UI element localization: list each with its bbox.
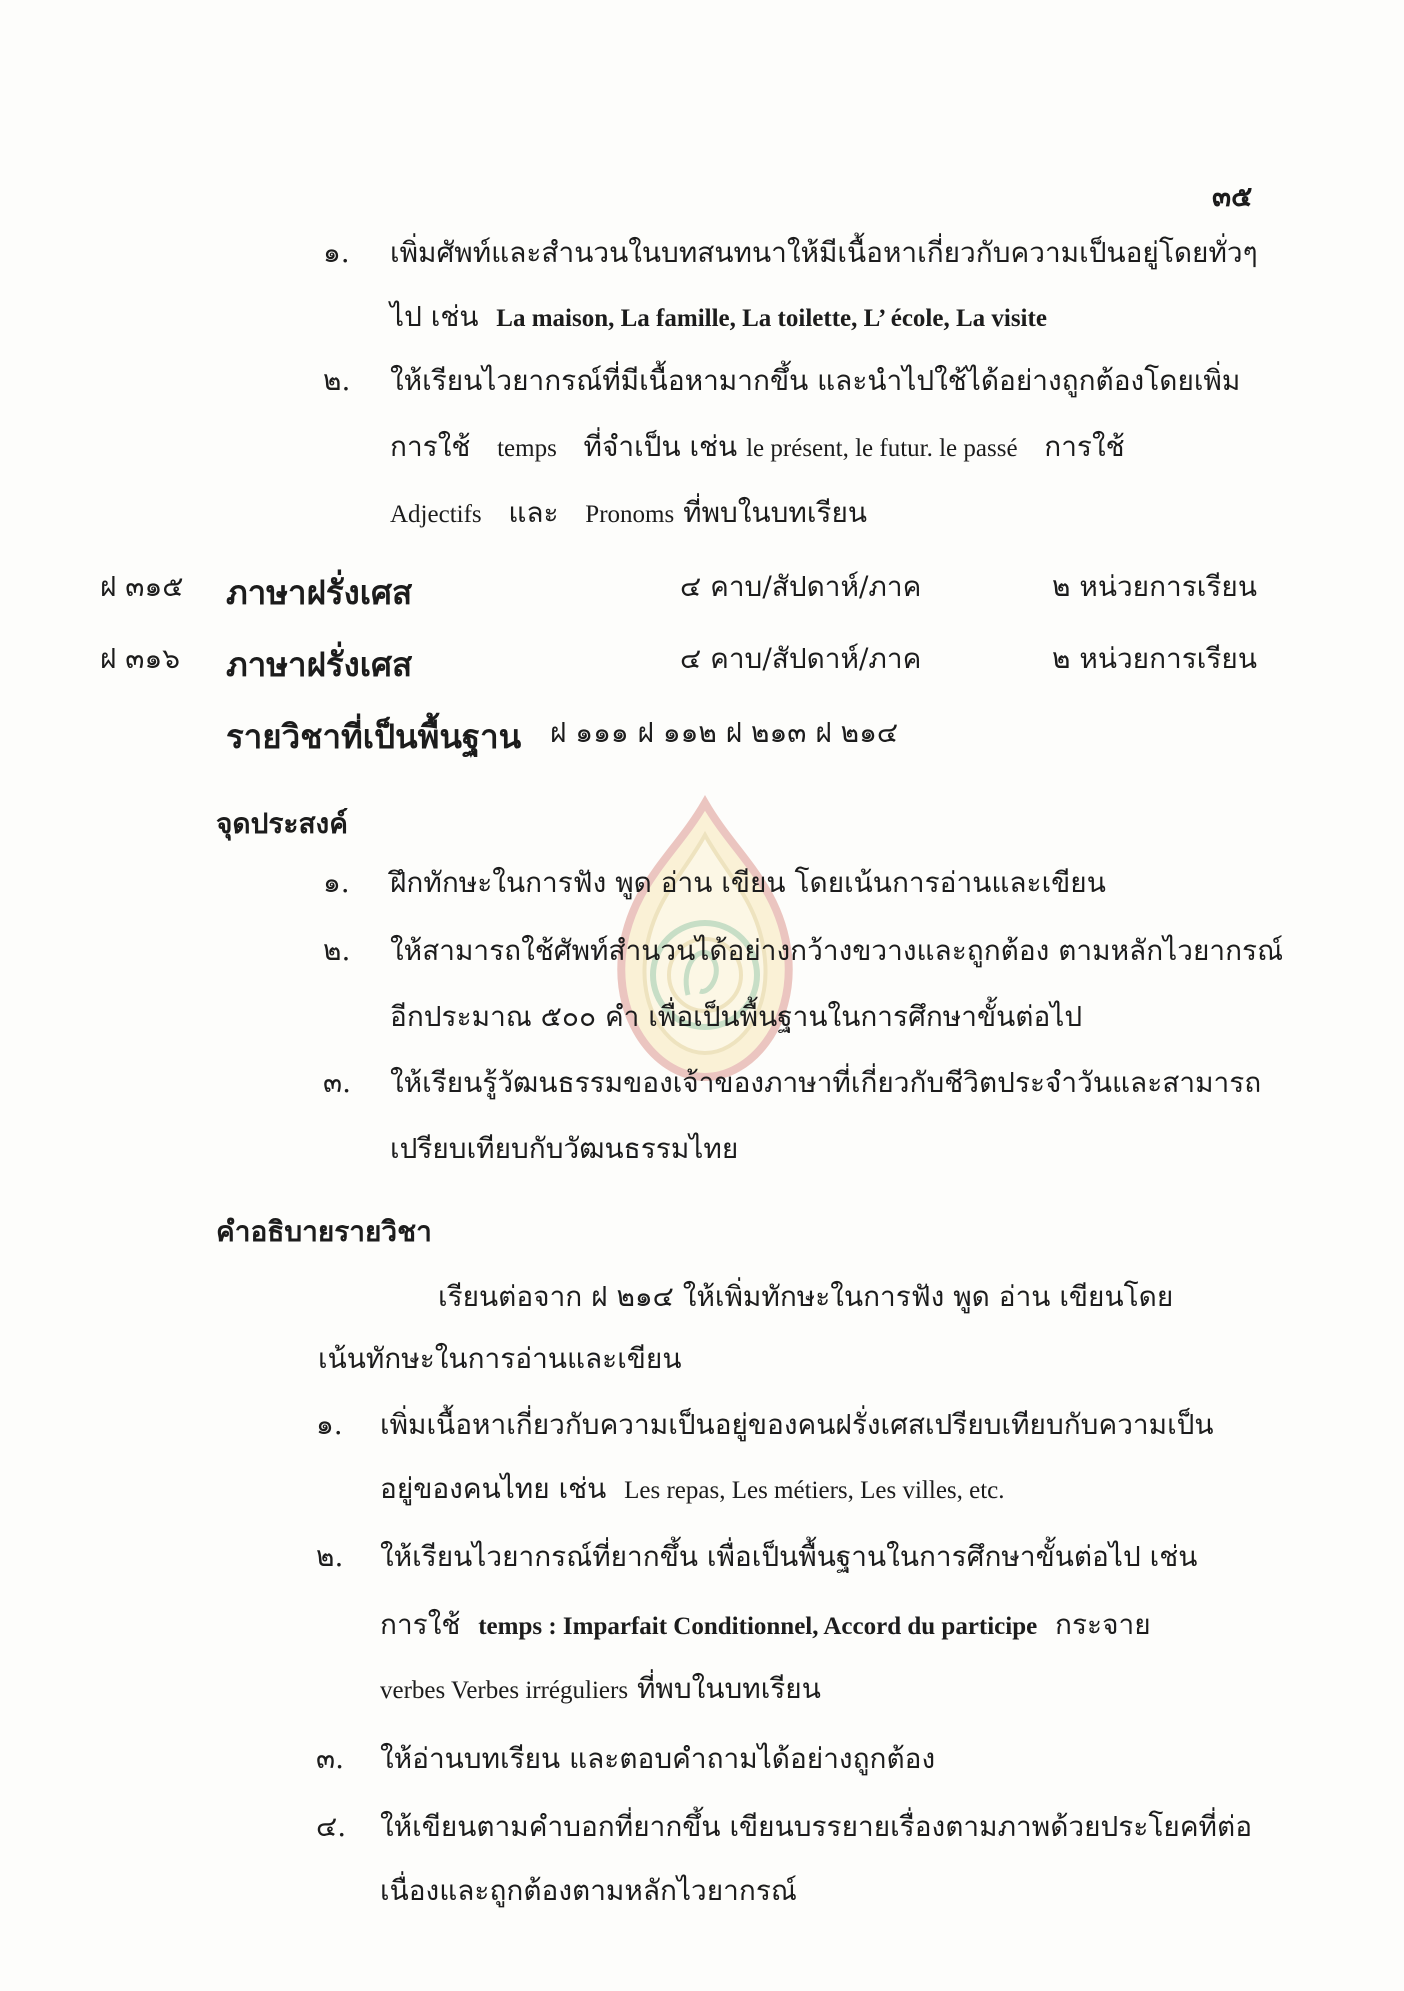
list-number: ๓. (323, 1066, 352, 1099)
item-line: ฝึกทักษะในการฟัง พูด อ่าน เขียน โดยเน้นการอ่านและเขียน (390, 866, 1106, 899)
description-intro: เน้นทักษะในการอ่านและเขียน (318, 1342, 682, 1375)
item-line: ให้เรียนไวยากรณ์ที่มีเนื้อหามากขึ้น และนำไปใช้ได้อย่างถูกต้องโดยเพิ่ม (390, 364, 1241, 397)
item-line: การใช้ temps : Imparfait Conditionnel, Accord du participe กระจาย (380, 1608, 1151, 1641)
item-line: เพิ่มเนื้อหาเกี่ยวกับความเป็นอยู่ของคนฝรั่งเศสเปรียบเทียบกับความเป็น (380, 1408, 1214, 1441)
course-credits: ๒ หน่วยการเรียน (1052, 570, 1257, 603)
item-line: อีกประมาณ ๕๐๐ คำ เพื่อเป็นพื้นฐานในการศึกษาขั้นต่อไป (390, 1000, 1083, 1033)
list-number: ๑. (316, 1408, 343, 1441)
course-code: ฝ ๓๑๕ (100, 570, 184, 603)
item-line: ให้สามารถใช้ศัพท์สำนวนได้อย่างกว้างขวางและถูกต้อง ตามหลักไวยากรณ์ (390, 934, 1284, 967)
item-line: อยู่ของคนไทย เช่น Les repas, Les métiers, Les villes, etc. (380, 1472, 1005, 1505)
prerequisite-value: ฝ ๑๑๑ ฝ ๑๑๒ ฝ ๒๑๓ ฝ ๒๑๔ (550, 716, 899, 749)
description-heading: คำอธิบายรายวิชา (216, 1215, 432, 1248)
list-number: ๒. (323, 364, 351, 397)
course-periods: ๔ คาบ/สัปดาห์/ภาค (680, 570, 922, 603)
course-code: ฝ ๓๑๖ (100, 642, 180, 675)
list-number: ๓. (316, 1742, 345, 1775)
course-periods: ๔ คาบ/สัปดาห์/ภาค (680, 642, 922, 675)
item-line: ให้เขียนตามคำบอกที่ยากขึ้น เขียนบรรยายเรื่องตามภาพด้วยประโยคที่ต่อ (380, 1810, 1253, 1843)
item-line: ให้เรียนรู้วัฒนธรรมของเจ้าของภาษาที่เกี่ยวกับชีวิตประจำวันและสามารถ (390, 1066, 1262, 1099)
item-line: เพิ่มศัพท์และสำนวนในบทสนทนาให้มีเนื้อหาเกี่ยวกับความเป็นอยู่โดยทั่วๆ (390, 236, 1258, 269)
prerequisite-label: รายวิชาที่เป็นพื้นฐาน (226, 717, 522, 756)
item-line: เปรียบเทียบกับวัฒนธรรมไทย (390, 1132, 739, 1165)
description-intro: เรียนต่อจาก ฝ ๒๑๔ ให้เพิ่มทักษะในการฟัง พูด อ่าน เขียนโดย (438, 1280, 1174, 1313)
item-line: เนื่องและถูกต้องตามหลักไวยากรณ์ (380, 1874, 797, 1907)
objectives-heading: จุดประสงค์ (216, 807, 348, 840)
list-number: ๑. (323, 236, 350, 269)
list-number: ๑. (323, 866, 350, 899)
list-number: ๒. (316, 1540, 344, 1573)
course-name: ภาษาฝรั่งเศส (226, 645, 413, 684)
item-line: ให้อ่านบทเรียน และตอบคำถามได้อย่างถูกต้อง (380, 1742, 936, 1775)
course-credits: ๒ หน่วยการเรียน (1052, 642, 1257, 675)
course-name: ภาษาฝรั่งเศส (226, 573, 413, 612)
item-line: verbes Verbes irréguliers ที่พบในบทเรียน (380, 1672, 821, 1705)
item-line: การใช้ temps ที่จำเป็น เช่น le présent, le futur. le passé การใช้ (390, 430, 1125, 463)
page-number: ๓๕ (1212, 180, 1253, 213)
item-line: Adjectifs และ Pronoms ที่พบในบทเรียน (390, 496, 867, 529)
list-number: ๒. (323, 934, 351, 967)
item-line: ให้เรียนไวยากรณ์ที่ยากขึ้น เพื่อเป็นพื้นฐานในการศึกษาขั้นต่อไป เช่น (380, 1540, 1198, 1573)
list-number: ๔. (316, 1810, 347, 1843)
item-line: ไป เช่น La maison, La famille, La toilette, L’ école, La visite (390, 300, 1047, 333)
